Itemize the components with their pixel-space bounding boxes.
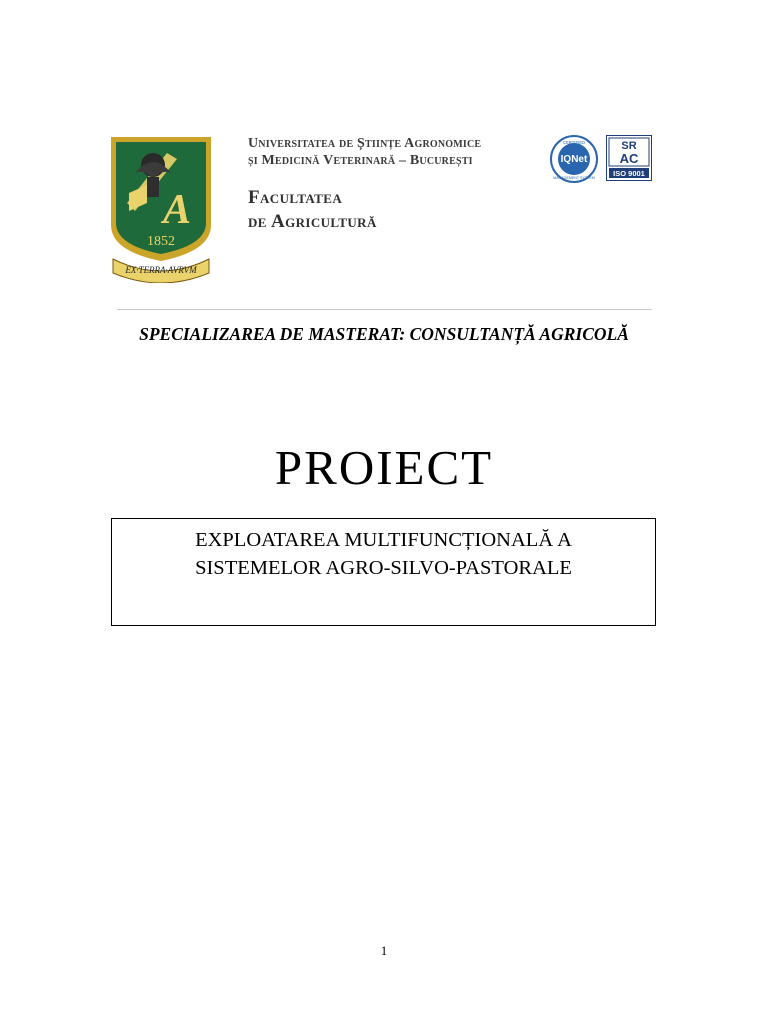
project-title-box [111, 518, 656, 626]
srac-line2: AC [619, 151, 639, 166]
page-number: 1 [380, 943, 388, 958]
university-name-line1: Universitatea de Științe Agronomice [248, 136, 482, 151]
iqnet-label: IQNet [560, 154, 588, 165]
crest-year: 1852 [147, 234, 175, 249]
header-divider [117, 309, 652, 310]
university-name-line2: și Medicină Veterinară – București [248, 153, 473, 168]
university-crest-logo [107, 133, 215, 283]
specialization-heading: SPECIALIZAREA DE MASTERAT: CONSULTANȚĂ AGRICOLĂ [139, 324, 629, 344]
iqnet-ring-bottom: MANAGEMENT SYSTEM [553, 176, 595, 180]
university-name [248, 135, 518, 169]
project-title-line2: SISTEMELOR AGRO-SILVO-PASTORALE [195, 557, 572, 579]
srac-line3: ISO 9001 [613, 169, 645, 178]
project-title-line1: EXPLOATAREA MULTIFUNCȚIONALĂ A [195, 529, 572, 551]
crest-letter: A [162, 187, 192, 233]
iqnet-certification-badge [548, 135, 600, 183]
srac-line1: SR [621, 140, 637, 152]
iqnet-ring-top: CERTIFIED [562, 140, 586, 145]
faculty-name-line1: Facultatea [248, 187, 343, 208]
faculty-name [248, 186, 508, 234]
document-type-title: PROIECT [274, 440, 494, 495]
crest-motto: EX·TERRA·AVRVM [125, 265, 197, 275]
faculty-name-line2: de Agricultură [248, 211, 377, 232]
srac-iso-badge [606, 135, 652, 181]
